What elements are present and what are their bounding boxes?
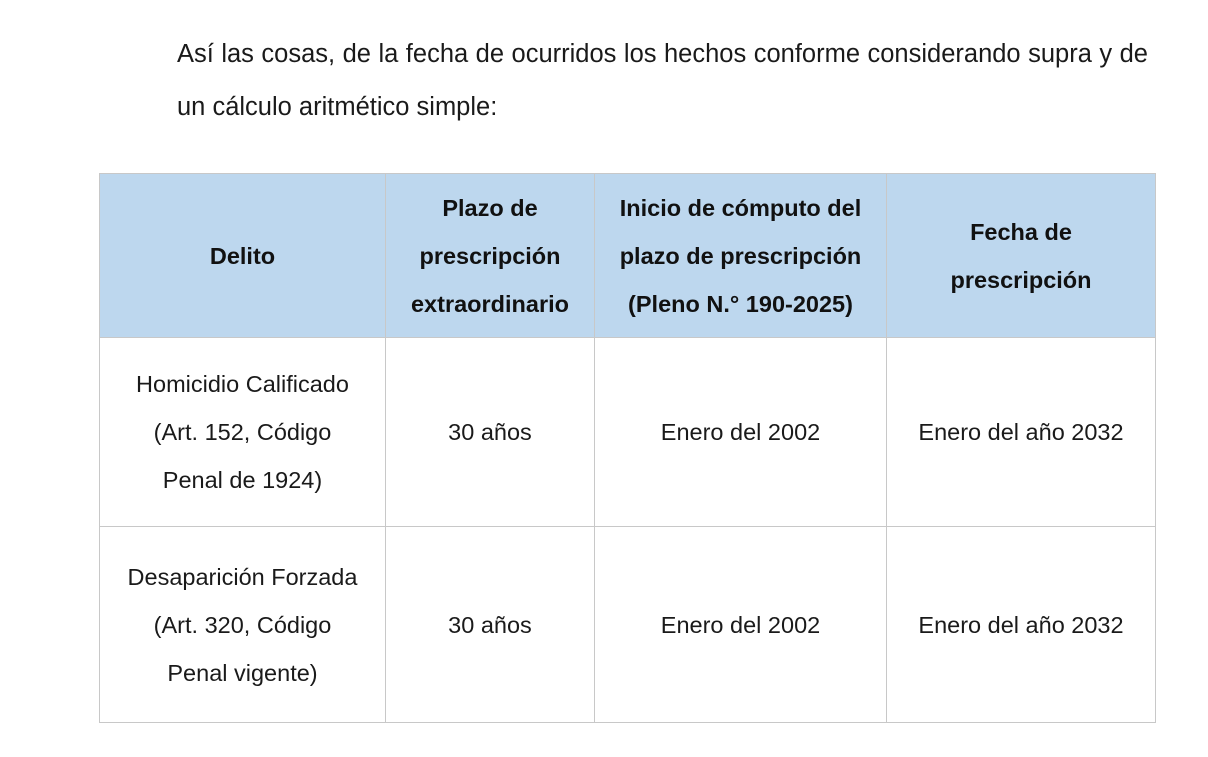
header-fecha [887,174,1156,338]
header-inicio-line: plazo de prescripción [619,242,862,269]
cell-delito-line: (Art. 152, Código [153,419,332,445]
body-paragraph: Así las cosas, de la fecha de ocurridos los hechos conforme considerando supra y de un cálculo aritmético simple: [177,40,1148,121]
header-plazo-line: prescripción [419,242,561,269]
table-row [100,527,1156,723]
header-plazo-line: Plazo de [442,194,538,221]
cell-plazo: 30 años [386,527,595,723]
cell-fecha: Enero del año 2032 [887,527,1156,723]
header-fecha-line: Fecha de [970,218,1072,245]
cell-plazo: 30 años [386,338,595,527]
cell-inicio: Enero del 2002 [595,527,887,723]
header-fecha-line: prescripción [950,266,1092,293]
header-plazo [386,174,595,338]
cell-delito-line: (Art. 320, Código [153,611,332,638]
cell-delito-line: Homicidio Calificado [136,371,349,397]
header-plazo-line: extraordinario [410,290,570,317]
header-inicio-line: (Pleno N.° 190-2025) [628,290,853,317]
table-header-row [100,174,1156,338]
header-inicio [595,174,887,338]
cell-delito-line: Desaparición Forzada [127,563,358,590]
table-row [100,338,1156,527]
cell-delito-line: Penal de 1924) [162,467,323,493]
cell-delito-line: Penal vigente) [167,659,318,686]
header-inicio-line: Inicio de cómputo del [619,194,862,221]
cell-fecha: Enero del año 2032 [887,338,1156,527]
header-delito-line: Delito [209,242,276,269]
prescription-table [99,173,1156,723]
header-delito [100,174,386,338]
cell-inicio: Enero del 2002 [595,338,887,527]
cell-delito [100,527,386,723]
cell-delito [100,338,386,527]
